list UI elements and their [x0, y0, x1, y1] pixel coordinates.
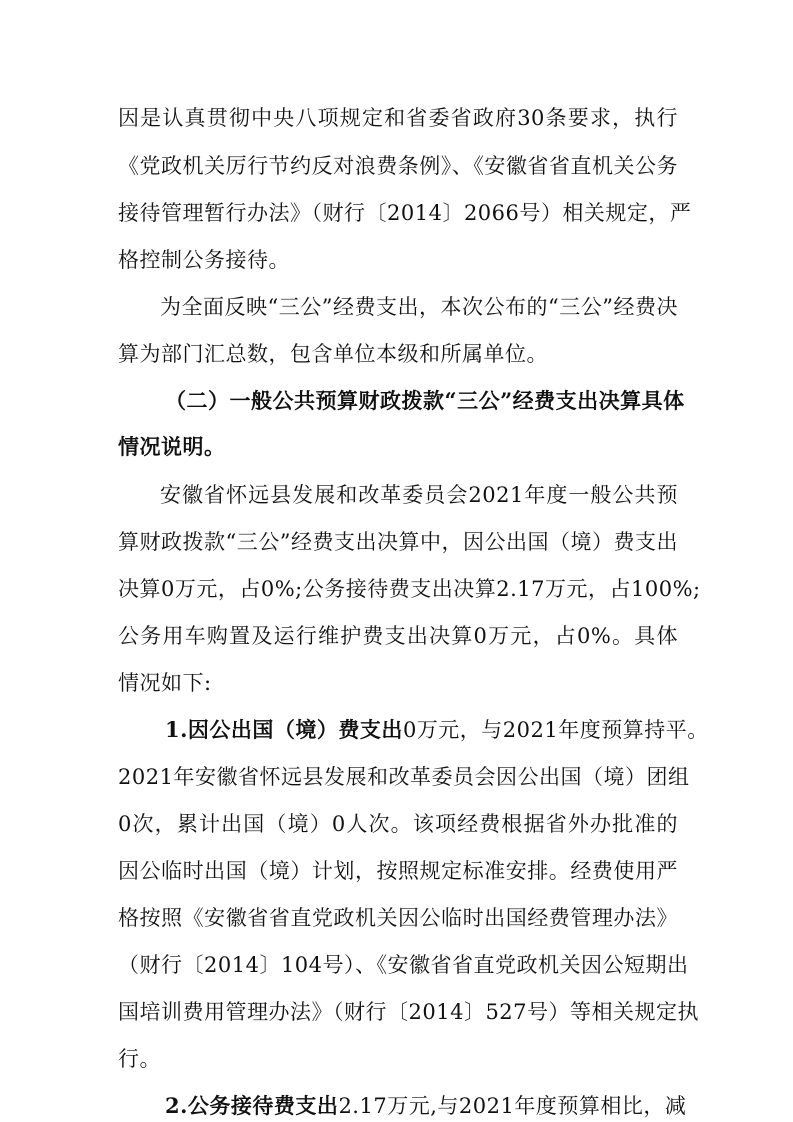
body-line: 接待管理暂行办法》（财行〔2014〕2066号）相关规定，严	[118, 201, 692, 225]
section-heading-continuation: 情况说明。	[118, 434, 226, 459]
item-1-first-line	[165, 715, 709, 745]
body-line: 国培训费用管理办法》（财行〔2014〕527号）等相关规定执	[118, 1000, 700, 1024]
item-1-heading: 1.因公出国（境）费支出	[165, 717, 403, 742]
body-line: 格按照《安徽省省直党政机关因公临时出国经费管理办法》	[118, 906, 678, 930]
body-line: 因公临时出国（境）计划，按照规定标准安排。经费使用严	[118, 859, 678, 883]
section-heading: （二）一般公共预算财政拨款“三公”经费支出决算具体	[165, 388, 685, 413]
body-line: 2021年安徽省怀远县发展和改革委员会因公出国（境）团组	[118, 765, 690, 789]
body-line: 决算0万元，占0%;公务接待费支出决算2.17万元，占100%;	[118, 577, 701, 601]
body-line: 算财政拨款“三公”经费支出决算中，因公出国（境）费支出	[118, 530, 678, 554]
body-line: 《党政机关厉行节约反对浪费条例》、《安徽省省直机关公务	[118, 154, 678, 178]
paragraph-first-line: 为全面反映“三公”经费支出，本次公布的“三公”经费决	[160, 295, 678, 319]
body-line: 行。	[118, 1047, 161, 1071]
body-line: 情况如下:	[118, 671, 212, 695]
body-line: 格控制公务接待。	[118, 248, 290, 272]
item-2-heading: 2.公务接待费支出	[165, 1093, 339, 1118]
body-line: 因是认真贯彻中央八项规定和省委省政府30条要求，执行	[118, 106, 678, 130]
item-2-text: 2.17万元,与2021年度预算相比，减	[338, 1094, 687, 1118]
body-line: 算为部门汇总数，包含单位本级和所属单位。	[118, 342, 548, 366]
body-line: 公务用车购置及运行维护费支出决算0万元，占0%。具体	[118, 624, 678, 648]
paragraph-first-line: 安徽省怀远县发展和改革委员会2021年度一般公共预	[160, 483, 678, 507]
item-1-text: 0万元，与2021年度预算持平。	[402, 718, 709, 742]
body-line: （财行〔2014〕104号）、《安徽省省直党政机关因公短期出	[118, 953, 689, 977]
body-line: 0次，累计出国（境）0人次。该项经费根据省外办批准的	[118, 812, 678, 836]
item-2-first-line	[165, 1091, 687, 1121]
